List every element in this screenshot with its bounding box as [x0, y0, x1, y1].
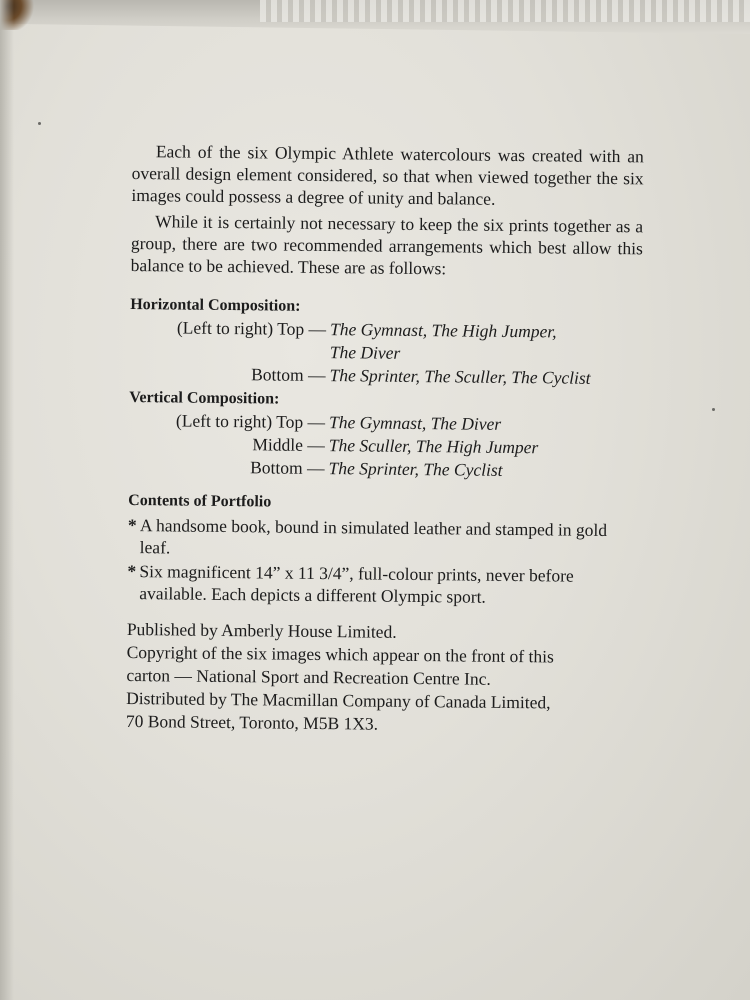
- contents-heading: Contents of Portfolio: [128, 491, 272, 511]
- copyright-line: Copyright of the six images which appear on the front of this: [126, 641, 554, 667]
- distributor-line: Distributed by The Macmillan Company of Canada Limited,: [126, 687, 551, 713]
- horizontal-composition-list: [129, 316, 642, 390]
- contents-item-text: A handsome book, bound in simulated leather and stamped in gold leaf.: [139, 515, 608, 558]
- speck: [38, 122, 41, 125]
- copyright-holder-line: carton — National Sport and Recreation Centre Inc.: [126, 664, 491, 689]
- address-line: 70 Bond Street, Toronto, M5B 1X3.: [125, 710, 379, 734]
- left-edge-shadow: [0, 0, 14, 1000]
- row-position-label: (Left to right) Top —: [176, 317, 327, 340]
- row-position-label: [130, 339, 330, 364]
- composition-row: [128, 455, 640, 483]
- row-works: The Sculler, The High Jumper: [328, 435, 539, 458]
- asterisk-bullet: *: [127, 560, 137, 582]
- row-position-label: Bottom —: [250, 457, 325, 479]
- intro-paragraph-2: While it is certainly not necessary to keep the six prints together as a group, there are two recommended arrangements which best allow this balance to be achieved. These are as follows:: [130, 211, 644, 279]
- contents-item: [127, 560, 639, 609]
- publisher-info: [126, 618, 639, 738]
- contents-item-text: Six magnificent 14” x 11 3/4”, full-colour prints, never before available. Each depicts a different Olympic sport.: [139, 561, 574, 607]
- row-works: The Gymnast, The High Jumper,: [329, 319, 557, 342]
- row-position-label: (Left to right) Top —: [175, 410, 326, 433]
- row-works: The Sprinter, The Sculler, The Cyclist: [329, 365, 591, 388]
- vertical-composition-heading: Vertical Composition:: [129, 388, 280, 408]
- row-position-label: Bottom —: [251, 364, 326, 386]
- horizontal-composition-heading: Horizontal Composition:: [130, 295, 301, 315]
- vertical-composition-list: [128, 409, 641, 483]
- speck: [712, 408, 715, 411]
- row-position-label: Middle —: [252, 434, 325, 456]
- row-works: The Gymnast, The Diver: [328, 412, 502, 434]
- row-works: The Sprinter, The Cyclist: [328, 458, 503, 480]
- asterisk-bullet: *: [127, 514, 137, 536]
- contents-item: [128, 514, 640, 563]
- composition-row: [129, 362, 641, 390]
- row-works: The Diver: [329, 342, 401, 363]
- carton-top-edge: [0, 0, 750, 34]
- intro-paragraph-1: Each of the six Olympic Athlete watercolours was created with an overall design element considered, so that when viewed together the six images could possess a degree of unity and balance.: [131, 141, 644, 209]
- publisher-line: Published by Amberly House Limited.: [126, 618, 397, 642]
- description-text: [126, 140, 644, 738]
